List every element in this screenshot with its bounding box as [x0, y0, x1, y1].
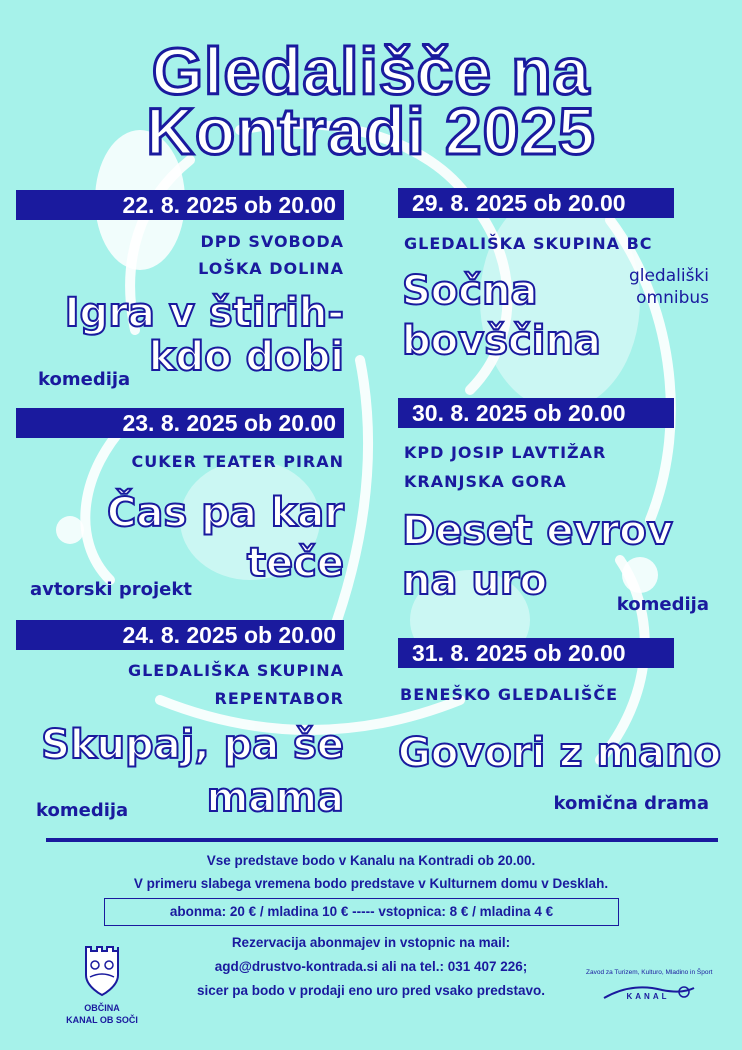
section-divider	[46, 838, 718, 842]
event-organizer: LOŠKA DOLINA	[198, 259, 344, 278]
event-genre: gledališki	[628, 266, 709, 286]
info-venue: Vse predstave bodo v Kanalu na Kontradi ob 20.00.	[206, 853, 536, 868]
event-date-bar: 30. 8. 2025 ob 20.00	[398, 398, 674, 428]
event-title: Sočna	[402, 268, 538, 314]
event-title: na uro	[402, 558, 548, 604]
event-organizer: BENEŠKO GLEDALIŠČE	[400, 685, 619, 704]
event-organizer: DPD SVOBODA	[200, 232, 344, 251]
event-title: teče	[246, 540, 344, 586]
event-title: mama	[206, 775, 344, 821]
event-genre: komedija	[616, 594, 709, 615]
event-date-bar: 31. 8. 2025 ob 20.00	[398, 638, 674, 668]
obcina-label: KANAL OB SOČI	[66, 1015, 138, 1025]
poster-title-line2: Kontradi 2025	[146, 94, 596, 168]
event-title: Igra v štirih-	[64, 290, 344, 336]
obcina-crest-icon	[82, 945, 122, 1000]
event-title: Skupaj, pa še	[41, 722, 344, 768]
event-genre: komična drama	[553, 793, 709, 814]
event-title: Čas pa kar	[107, 490, 344, 536]
zavod-label: KANAL	[626, 992, 670, 1001]
info-sale: sicer pa bodo v prodaji eno uro pred vsako predstavo.	[196, 983, 546, 998]
event-genre: komedija	[36, 800, 129, 821]
info-rain: V primeru slabega vremena bodo predstave v Kulturnem domu v Desklah.	[133, 876, 609, 891]
zavod-label: Zavod za Turizem, Kulturo, Mladino in Šport	[586, 969, 713, 976]
event-genre: avtorski projekt	[30, 579, 192, 600]
event-genre: omnibus	[636, 288, 709, 308]
event-title: Govori z mano	[398, 730, 722, 776]
event-organizer: GLEDALIŠKA SKUPINA	[127, 661, 344, 680]
event-genre: komedija	[38, 369, 131, 390]
poster-title-line1: Gledališče na	[151, 34, 591, 108]
event-organizer: KPD JOSIP LAVTIŽAR	[404, 443, 607, 462]
event-date-bar: 23. 8. 2025 ob 20.00	[16, 408, 344, 438]
event-organizer: REPENTABOR	[214, 689, 344, 708]
info-reservation: Rezervacija abonmajev in vstopnic na mail:	[231, 935, 511, 950]
event-date-bar: 29. 8. 2025 ob 20.00	[398, 188, 674, 218]
event-title: kdo dobi	[148, 334, 344, 380]
event-title: bovščina	[402, 318, 601, 364]
event-organizer: GLEDALIŠKA SKUPINA BC	[404, 234, 653, 253]
info-contact: agd@drustvo-kontrada.si ali na tel.: 031 407 226;	[214, 959, 528, 974]
event-organizer: CUKER TEATER PIRAN	[131, 452, 344, 471]
event-title: Deset evrov	[402, 508, 673, 554]
obcina-label: OBČINA	[84, 1003, 120, 1013]
event-organizer: KRANJSKA GORA	[404, 472, 567, 491]
price-box: abonma: 20 € / mladina 10 € ----- vstopnica: 8 € / mladina 4 €	[104, 898, 619, 926]
event-date-bar: 24. 8. 2025 ob 20.00	[16, 620, 344, 650]
event-date-bar: 22. 8. 2025 ob 20.00	[16, 190, 344, 220]
